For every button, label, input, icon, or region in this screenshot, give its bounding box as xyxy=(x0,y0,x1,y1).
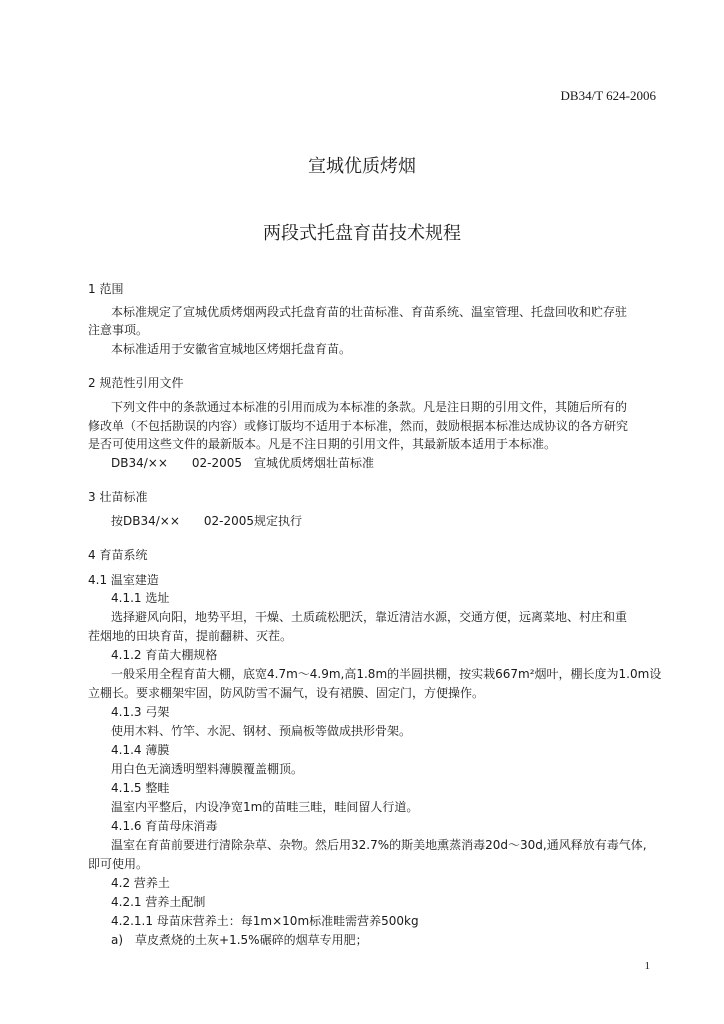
paragraph-line: DB34/×× 02-2005 宣城优质烤烟壮苗标准 xyxy=(111,456,375,470)
paragraph-line: 立棚长。要求棚架牢固，防风防雪不漏气，设有裙膜、固定门，方便操作。 xyxy=(88,686,485,700)
subsection-heading: 4.1.4 薄膜 xyxy=(111,743,170,757)
paragraph-line: 一般采用全程育苗大棚，底宽4.7m～4.9m,高1.8m的半圆拱棚，按实栽667m²烟叶，棚长度为1.0m设 xyxy=(111,667,662,681)
paragraph-line: 温室在育苗前要进行清除杂草、杂物。然后用32.7%的斯美地熏蒸消毒20d～30d,通风释放有毒气体, xyxy=(111,838,647,852)
title-line-1: 宣城优质烤烟 xyxy=(308,156,416,177)
paragraph-line: 选择避风向阳，地势平坦，干燥、土质疏松肥沃，靠近清洁水源，交通方便，远离菜地、村庄和重 xyxy=(111,610,628,624)
section-1-heading: 1 范围 xyxy=(88,282,124,296)
section-3-heading: 3 壮苗标准 xyxy=(88,490,148,504)
paragraph-line: 使用木料、竹竿、水泥、钢材、预扁板等做成拱形骨架。 xyxy=(111,724,412,738)
paragraph-line: 注意事项。 xyxy=(88,323,149,337)
paragraph-line: 用白色无滴透明塑料薄膜覆盖棚顶。 xyxy=(111,762,304,776)
list-item: a) 草皮煮烧的土灰+1.5%碾碎的烟草专用肥； xyxy=(111,933,368,947)
paragraph-line: 按DB34/×× 02-2005规定执行 xyxy=(111,514,303,528)
subsection-heading: 4.1 温室建造 xyxy=(88,573,159,587)
paragraph-line: 温室内平整后，内设净宽1m的苗畦三畦，畦间留人行道。 xyxy=(111,800,419,814)
subsection-heading: 4.1.5 整畦 xyxy=(111,781,170,795)
subsection-heading: 4.2.1 营养土配制 xyxy=(111,895,206,909)
subsection-heading: 4.2 营养土 xyxy=(111,876,170,890)
paragraph-line: 即可使用。 xyxy=(88,857,149,871)
section-4-heading: 4 育苗系统 xyxy=(88,548,148,562)
page-number: 1 xyxy=(644,960,650,972)
subsection-heading: 4.1.1 选址 xyxy=(111,591,170,605)
paragraph-line: 茬烟地的田块育苗，提前翻耕、灭茬。 xyxy=(88,629,293,643)
standard-code: DB34/T 624-2006 xyxy=(560,88,656,103)
title-line-2: 两段式托盘育苗技术规程 xyxy=(263,223,461,244)
subsection-heading: 4.1.2 育苗大棚规格 xyxy=(111,648,218,662)
subsection-heading: 4.1.3 弓架 xyxy=(111,705,170,719)
section-2-heading: 2 规范性引用文件 xyxy=(88,376,184,390)
paragraph-line: 修改单（不包括勘误的内容）或修订版均不适用于本标准，然而，鼓励根据本标准达成协议的各方研究 xyxy=(88,419,629,433)
subsection-heading: 4.1.6 育苗母床消毒 xyxy=(111,819,218,833)
paragraph-line: 下列文件中的条款通过本标准的引用而成为本标准的条款。凡是注日期的引用文件，其随后所有的 xyxy=(111,400,628,414)
paragraph-line: 本标准适用于安徽省宣城地区烤烟托盘育苗。 xyxy=(111,342,352,356)
paragraph-line: 本标准规定了宣城优质烤烟两段式托盘育苗的壮苗标准、育苗系统、温室管理、托盘回收和贮存驻 xyxy=(111,305,628,319)
paragraph-line: 是否可使用这些文件的最新版本。凡是不注日期的引用文件，其最新版本适用于本标准。 xyxy=(88,437,557,451)
paragraph-line: 4.2.1.1 母苗床营养土：每1m×10m标准畦需营养500kg xyxy=(111,914,419,928)
